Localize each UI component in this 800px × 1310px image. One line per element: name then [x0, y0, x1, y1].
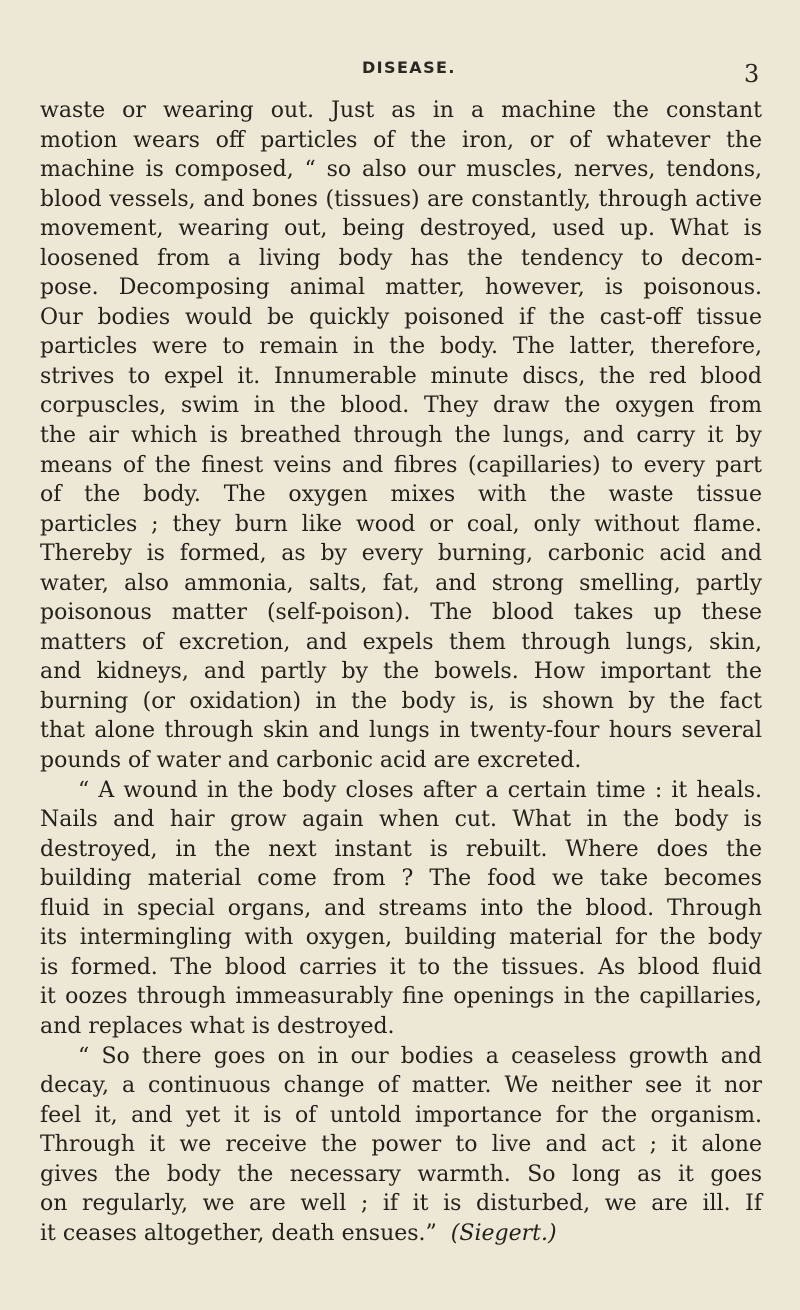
running-head [0, 58, 800, 88]
text-line: the air which is breathed through the lungs, and carry it by [40, 423, 762, 449]
text-line: burning (or oxidation) in the body is, is shown by the fact [40, 688, 762, 714]
text-line: of the body. The oxygen mixes with the waste tissue [40, 482, 762, 508]
text-line: on regularly, we are well ; if it is disturbed, we are ill. If [40, 1191, 762, 1217]
text-line: corpuscles, swim in the blood. They draw the oxygen from [40, 393, 762, 419]
text-line: it ceases altogether, death ensues.” [40, 1220, 437, 1246]
body-text [40, 96, 762, 1248]
closing-line [40, 1219, 762, 1249]
text-line: blood vessels, and bones (tissues) are constantly, through active [40, 186, 762, 212]
text-line: fluid in special organs, and streams into the blood. Through [40, 895, 762, 921]
page-number: 3 [744, 60, 760, 88]
text-line: decay, a continuous change of matter. We neither see it nor [40, 1073, 762, 1099]
citation: (Siegert.) [450, 1220, 557, 1246]
text-line: Our bodies would be quickly poisoned if the cast-off tissue [40, 304, 762, 330]
text-line: movement, wearing out, being destroyed, used up. What is [40, 216, 762, 242]
text-line: Through it we receive the power to live and act ; it alone [40, 1132, 762, 1158]
paragraph-3 [40, 1042, 762, 1249]
text-line: machine is composed, “ so also our muscles, nerves, tendons, [40, 157, 762, 183]
text-line: poisonous matter (self-poison). The blood takes up these [40, 600, 762, 626]
text-line: waste or wearing out. Just as in a machine the constant [40, 98, 762, 123]
text-line: and replaces what is destroyed. [40, 1013, 395, 1039]
text-line: gives the body the necessary warmth. So long as it goes [40, 1161, 762, 1187]
paragraph-2 [40, 776, 762, 1042]
text-line: “ So there goes on in our bodies a ceaseless growth and [78, 1043, 762, 1069]
text-line: motion wears off particles of the iron, or of whatever the [40, 127, 762, 153]
paragraph-1 [40, 96, 762, 776]
text-line: strives to expel it. Innumerable minute discs, the red blood [40, 363, 762, 389]
text-line: feel it, and yet it is of untold importance for the organism. [40, 1102, 762, 1128]
text-line: is formed. The blood carries it to the tissues. As blood fluid [40, 954, 762, 980]
text-line: it oozes through immeasurably fine openings in the capillaries, [40, 984, 762, 1010]
text-line: means of the finest veins and fibres (capillaries) to every part [40, 452, 762, 478]
text-line: and kidneys, and partly by the bowels. How important the [40, 659, 762, 685]
text-line: particles were to remain in the body. The latter, therefore, [40, 334, 762, 360]
text-line: pounds of water and carbonic acid are excreted. [40, 748, 582, 774]
text-line: that alone through skin and lungs in twenty-four hours several [40, 718, 762, 744]
text-line: water, also ammonia, salts, fat, and strong smelling, partly [40, 570, 762, 596]
text-line: building material come from ? The food we take becomes [40, 866, 762, 892]
text-line: “ A wound in the body closes after a certain time : it heals. [78, 777, 762, 803]
text-line: particles ; they burn like wood or coal, only without flame. [40, 511, 762, 537]
text-line: loosened from a living body has the tendency to decom- [40, 245, 762, 271]
text-line: Thereby is formed, as by every burning, carbonic acid and [40, 541, 762, 567]
text-line: matters of excretion, and expels them through lungs, skin, [40, 629, 762, 655]
text-line: Nails and hair grow again when cut. What in the body is [40, 807, 762, 833]
text-line: its intermingling with oxygen, building material for the body [40, 925, 762, 951]
text-line: destroyed, in the next instant is rebuilt. Where does the [40, 836, 762, 862]
running-title: DISEASE. [362, 58, 456, 77]
text-line: pose. Decomposing animal matter, however, is poisonous. [40, 275, 762, 301]
